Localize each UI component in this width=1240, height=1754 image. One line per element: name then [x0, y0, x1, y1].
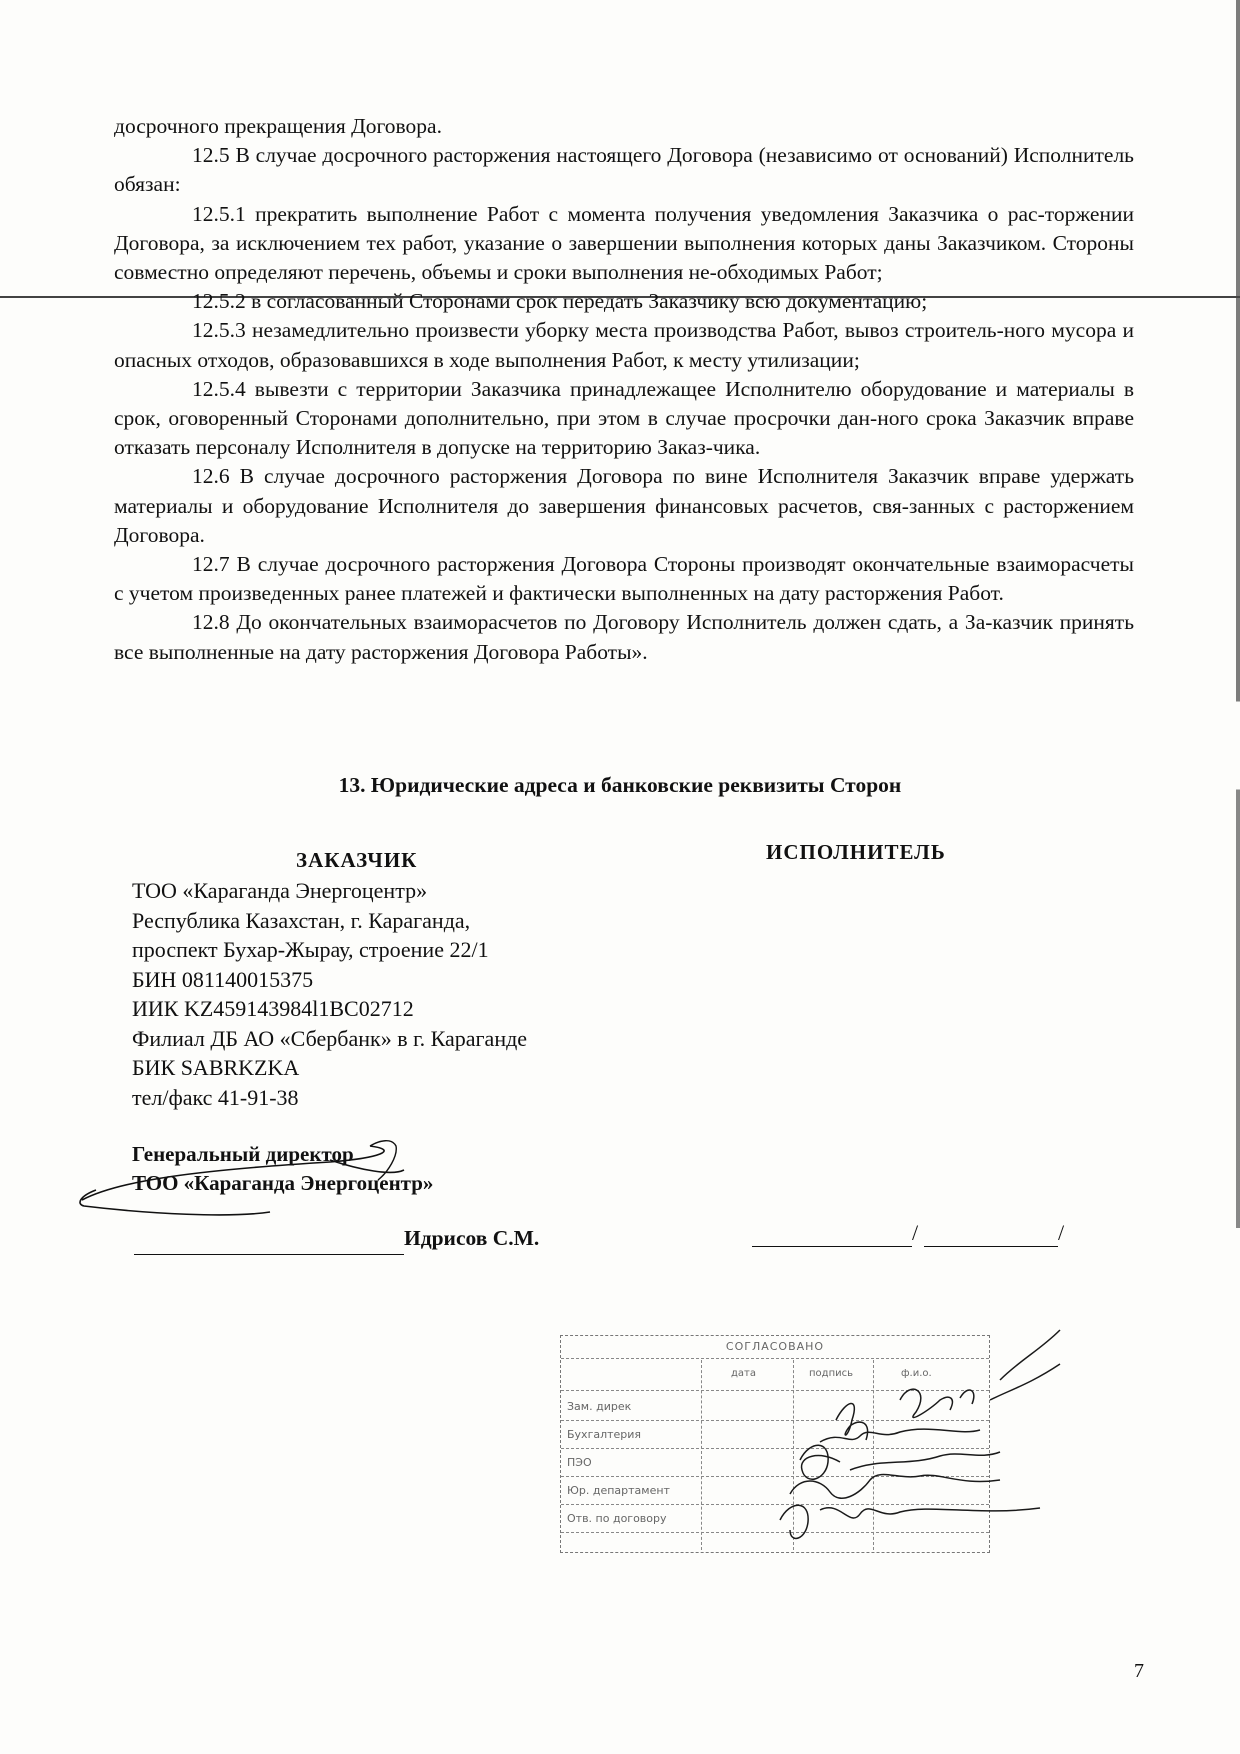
- section-title: 13. Юридические адреса и банковские реквизиты Сторон: [338, 773, 902, 797]
- slash-separator: /: [912, 1220, 919, 1245]
- contract-text: [114, 112, 1134, 667]
- stamp-row: Юр. департамент: [567, 1484, 670, 1497]
- contract-paragraph: 12.7 В случае досрочного расторжения Договора Стороны производят окончательные взаиморасчеты с учетом произведенных ранее платежей и фактически выполненных на дату расторжения Работ.: [114, 552, 1134, 606]
- stamp-column-name: ф.и.о.: [901, 1368, 932, 1379]
- contract-paragraph: 12.5.4 вывезти с территории Заказчика принадлежащее Исполнителю оборудование и материалы в срок, оговоренный Сторонами дополнительно, при этом в случае просрочки дан-ного срока Заказчик вправе отказать персоналу Исполнителя в допуске на территорию Заказ-чика.: [114, 376, 1134, 460]
- signatory-title: [132, 1140, 433, 1198]
- page-number: 7: [1134, 1660, 1144, 1682]
- stamp-row: Бухгалтерия: [567, 1428, 642, 1441]
- customer-bik: БИК SABRKZKA: [132, 1055, 300, 1080]
- customer-phone: тел/факс 41-91-38: [132, 1084, 299, 1110]
- contract-paragraph: 12.5.1 прекратить выполнение Работ с момента получения уведомления Заказчика о рас-торжении Договора, за исключением тех работ, указание о завершении выполнения которых даны Заказчиком. Стороны совместно определяют перечень, объемы и сроки выполнения не-обходимых Работ;: [114, 201, 1134, 285]
- contract-paragraph: 12.5.3 незамедлительно произвести уборку места производства Работ, вывоз строитель-ного мусора и опасных отходов, образовавшихся в ходе выполнения Работ, к месту утилизации;: [114, 318, 1134, 372]
- contractor-heading: ИСПОЛНИТЕЛЬ: [766, 840, 946, 864]
- customer-requisites: [132, 876, 527, 1112]
- customer-company: ТОО «Караганда Энергоцентр»: [132, 878, 428, 903]
- contractor-signature-line: [752, 1246, 912, 1247]
- approval-stamp: [560, 1335, 990, 1553]
- signatory-name: Идрисов С.М.: [404, 1226, 540, 1250]
- customer-address-street: проспект Бухар-Жырау, строение 22/1: [132, 937, 489, 962]
- customer-iik: ИИК KZ459143984l1BC02712: [132, 996, 414, 1021]
- contract-paragraph: досрочного прекращения Договора.: [114, 114, 442, 138]
- stamp-row: Зам. дирек: [567, 1400, 632, 1413]
- scan-edge: [1236, 0, 1240, 1754]
- slash-separator: /: [1058, 1220, 1065, 1245]
- contract-paragraph: 12.5.2 в согласованный Сторонами срок передать Заказчику всю документацию;: [192, 289, 928, 314]
- signatory-company: ТОО «Караганда Энергоцентр»: [132, 1171, 434, 1195]
- stamp-heading: СОГЛАСОВАНО: [725, 1340, 825, 1353]
- customer-bank: Филиал ДБ АО «Сбербанк» в г. Караганде: [132, 1025, 528, 1051]
- signatory-position: Генеральный директор: [132, 1142, 354, 1166]
- customer-heading: ЗАКАЗЧИК: [296, 848, 418, 872]
- stamp-row: ПЭО: [567, 1456, 592, 1469]
- customer-signature-line: [134, 1254, 404, 1255]
- stamp-row: Отв. по договору: [567, 1512, 667, 1525]
- contract-paragraph: 12.8 До окончательных взаиморасчетов по Договору Исполнитель должен сдать, а За-казчик принять все выполненные на дату расторжения Договора Работы».: [114, 610, 1134, 664]
- contract-paragraph: 12.6 В случае досрочного расторжения Договора по вине Исполнителя Заказчик вправе удержать материалы и оборудование Исполнителя до завершения финансовых расчетов, свя-занных с расторжением Договора.: [114, 464, 1134, 547]
- customer-address-city: Республика Казахстан, г. Караганда,: [132, 907, 471, 933]
- contractor-name-line: [924, 1246, 1058, 1247]
- stamp-column-signature: подпись: [809, 1368, 853, 1379]
- customer-bin: БИН 081140015375: [132, 966, 314, 992]
- stamp-column-date: дата: [731, 1368, 756, 1379]
- contract-paragraph: 12.5 В случае досрочного расторжения настоящего Договора (независимо от оснований) Исполнитель обязан:: [114, 143, 1134, 197]
